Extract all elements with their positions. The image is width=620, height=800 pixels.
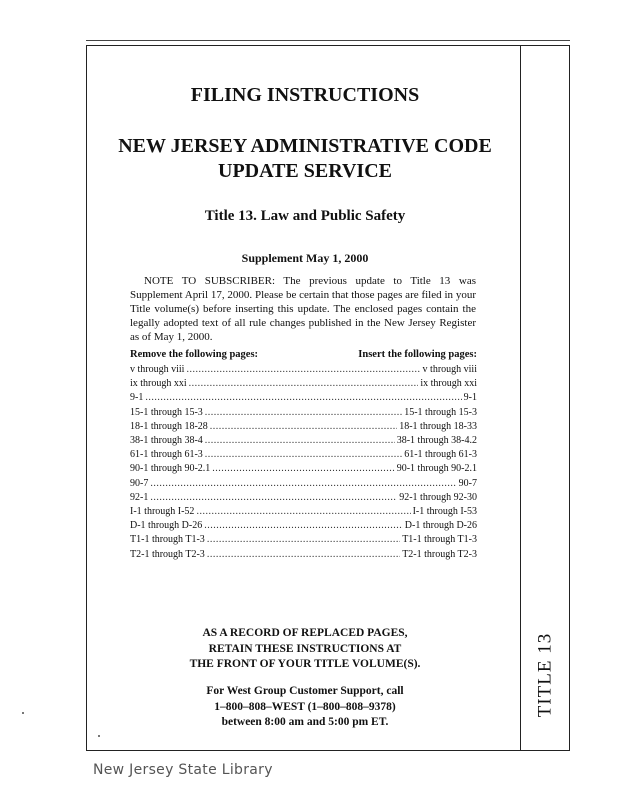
remove-pages: D-1 through D-26 (130, 520, 203, 532)
leader-dots (186, 363, 420, 377)
page-title: FILING INSTRUCTIONS (190, 84, 420, 106)
remove-pages: T2-1 through T2-3 (130, 548, 205, 560)
leader-dots (207, 548, 400, 562)
leader-dots (210, 420, 397, 434)
remove-pages: ix through xxi (130, 378, 187, 390)
retain-line3: THE FRONT OF YOUR TITLE VOLUME(S). (189, 658, 421, 670)
retain-line2: RETAIN THESE INSTRUCTIONS AT (208, 642, 402, 655)
pages-list-header (130, 349, 477, 360)
remove-pages: v through viii (130, 364, 185, 375)
list-item (130, 377, 477, 391)
scan-speck (22, 712, 24, 714)
title-number: Title 13. Law and Public Safety (204, 208, 406, 224)
leader-dots (150, 477, 456, 491)
leader-dots (204, 519, 403, 533)
spine-tab (521, 620, 569, 730)
insert-pages: v through viii (422, 364, 477, 375)
insert-pages: 61-1 through 61-3 (404, 449, 477, 461)
remove-pages: 92-1 (130, 491, 149, 503)
customer-support (100, 684, 510, 731)
list-item (130, 548, 477, 562)
list-item (130, 491, 477, 505)
remove-pages: T1-1 through T1-3 (130, 534, 205, 546)
remove-pages: I-1 through I-52 (130, 506, 195, 518)
list-item (130, 533, 477, 547)
insert-pages: 92-1 through 92-30 (399, 491, 477, 503)
support-hours: between 8:00 am and 5:00 pm ET. (221, 716, 389, 728)
list-item (130, 519, 477, 533)
leader-dots (207, 533, 400, 547)
leader-dots (150, 491, 397, 505)
list-item (130, 391, 477, 405)
support-phone: 1–800–808–WEST (1–800–808–9378) (214, 700, 396, 713)
subscriber-note: NOTE TO SUBSCRIBER: The previous update to Title 13 was Supplement April 17, 2000. Please be certain that those pages are filed in your Title volume(s) before inserting this update. The enclosed pages contain the legally adopted text of all rule changes published in the New Jersey Register as of May 1, 2000. (130, 275, 476, 343)
remove-pages: 90-1 through 90-2.1 (130, 463, 211, 475)
scan-speck (98, 735, 100, 737)
insert-pages: 90-7 (458, 477, 477, 489)
list-item (130, 406, 477, 420)
remove-pages: 38-1 through 38-4 (130, 435, 203, 447)
library-watermark: New Jersey State Library (93, 762, 273, 778)
remove-pages: 9-1 (130, 392, 144, 404)
list-item (130, 434, 477, 448)
leader-dots (205, 448, 402, 462)
list-item (130, 505, 477, 519)
insert-header: Insert the following pages: (358, 349, 477, 360)
insert-pages: 90-1 through 90-2.1 (396, 463, 477, 475)
leader-dots (145, 391, 461, 405)
supplement-date: Supplement May 1, 2000 (241, 251, 369, 265)
leader-dots (189, 377, 419, 391)
code-heading-line1: NEW JERSEY ADMINISTRATIVE CODE (118, 135, 492, 157)
remove-pages: 90-7 (130, 477, 149, 489)
spine-title: TITLE 13 (534, 632, 556, 718)
pages-list (130, 363, 477, 562)
insert-pages: ix through xxi (420, 378, 477, 390)
insert-pages: 15-1 through 15-3 (404, 406, 477, 418)
support-line1: For West Group Customer Support, call (206, 685, 404, 697)
insert-pages: 18-1 through 18-33 (399, 420, 477, 432)
retain-instructions (100, 626, 510, 673)
code-heading (100, 134, 510, 184)
list-item (130, 477, 477, 491)
insert-pages: I-1 through I-53 (412, 506, 477, 518)
remove-pages: 18-1 through 18-28 (130, 420, 208, 432)
remove-pages: 15-1 through 15-3 (130, 406, 203, 418)
insert-pages: 9-1 (463, 392, 477, 404)
insert-pages: T2-1 through T2-3 (402, 548, 477, 560)
leader-dots (196, 505, 410, 519)
retain-line1: AS A RECORD OF REPLACED PAGES, (202, 627, 408, 639)
insert-pages: D-1 through D-26 (404, 520, 477, 532)
code-heading-line2: UPDATE SERVICE (218, 160, 392, 182)
list-item (130, 462, 477, 476)
insert-pages: 38-1 through 38-4.2 (396, 435, 477, 447)
top-rule (86, 40, 570, 41)
list-item (130, 448, 477, 462)
remove-header: Remove the following pages: (130, 349, 259, 360)
leader-dots (205, 406, 402, 420)
remove-pages: 61-1 through 61-3 (130, 449, 203, 461)
leader-dots (205, 434, 395, 448)
list-item (130, 363, 477, 377)
insert-pages: T1-1 through T1-3 (402, 534, 477, 546)
list-item (130, 420, 477, 434)
leader-dots (212, 462, 394, 476)
